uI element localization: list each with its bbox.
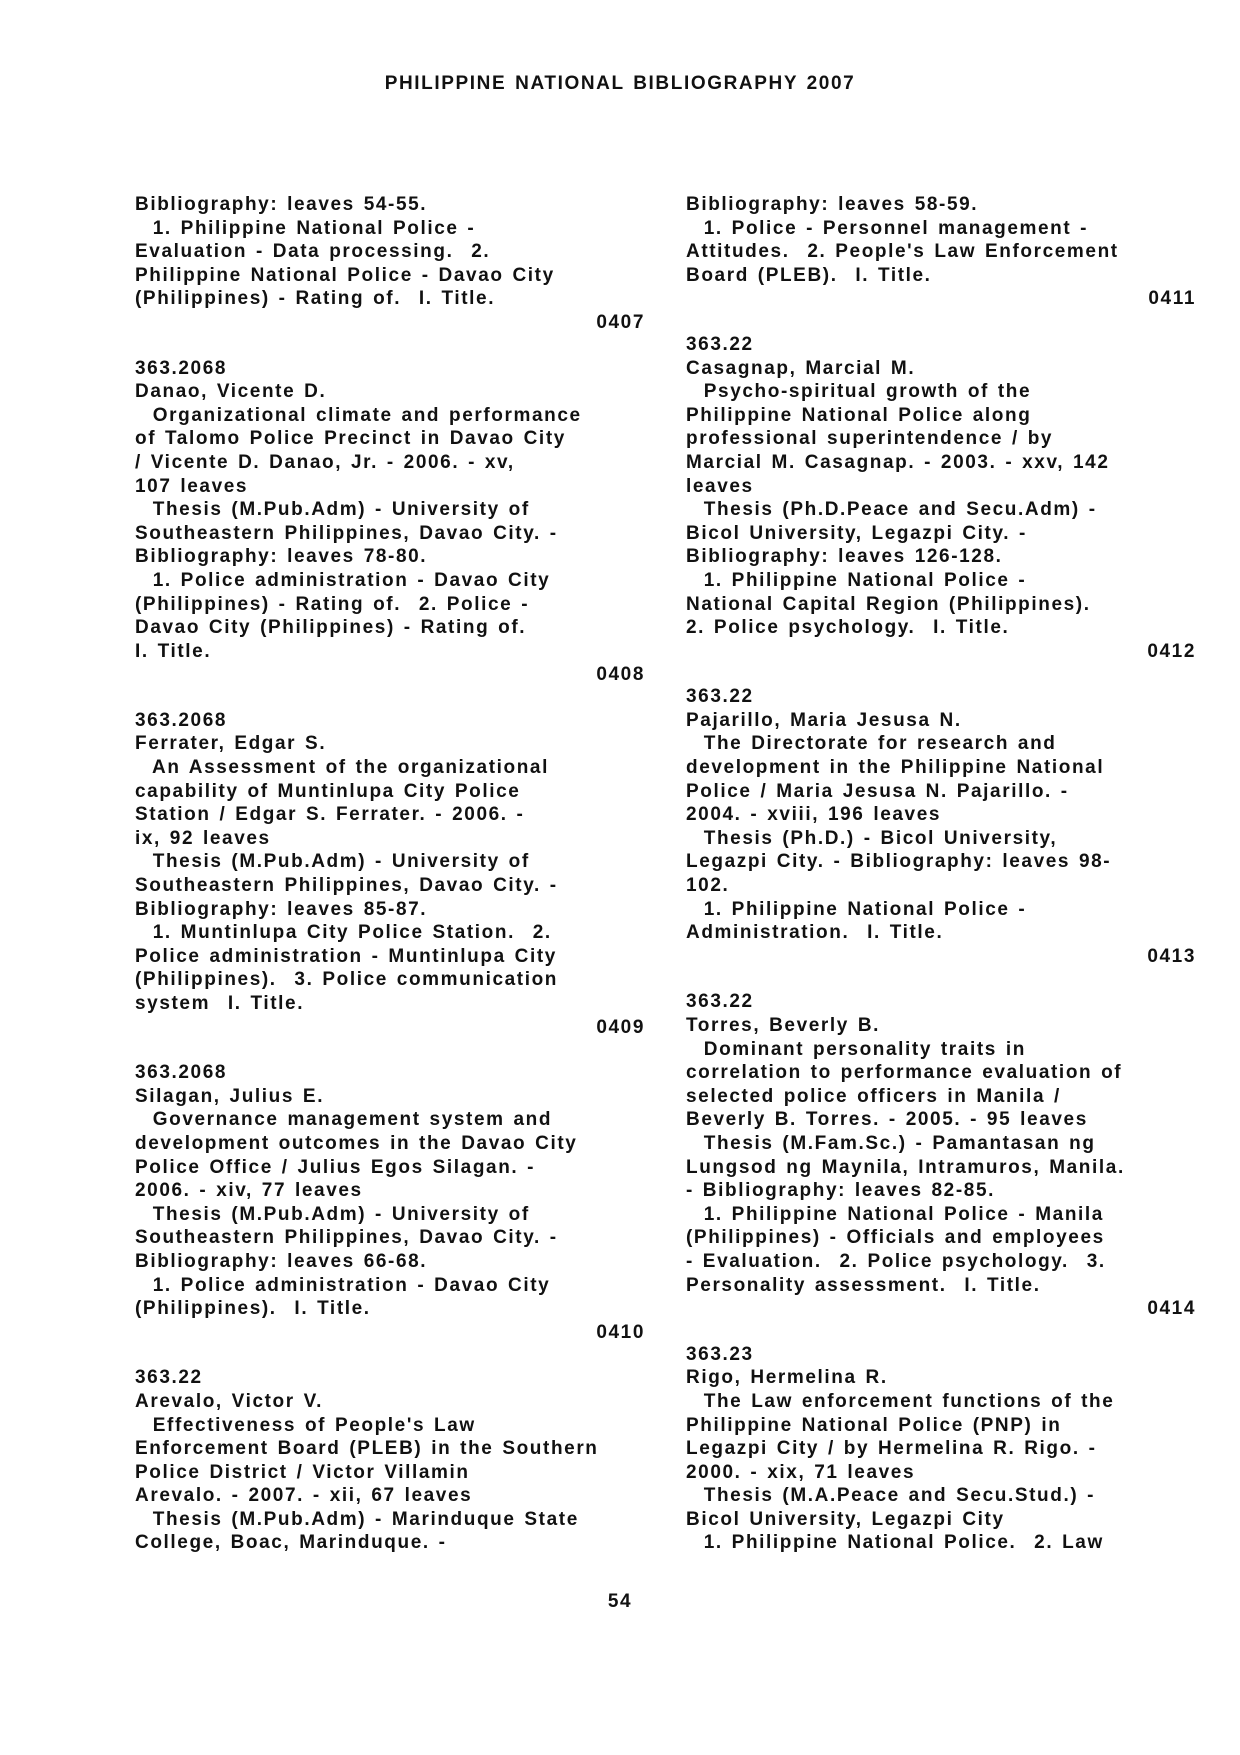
entry-line: / Vicente D. Danao, Jr. - 2006. - xv, [135,451,515,473]
bibliography-entry [135,357,645,687]
entry-line: leaves [686,475,754,497]
entry-line: I. Title. [135,640,212,662]
entry-line: Bibliography: leaves 126-128. [686,546,1003,568]
entry-line: Psycho-spiritual growth of the [686,381,1032,403]
author: Ferrater, Edgar S. [135,733,327,755]
entry-line: Legazpi City. - Bibliography: leaves 98- [686,851,1112,873]
entry-line: Bibliography: leaves 85-87. [135,898,428,920]
call-number: 363.2068 [135,357,228,379]
entry-line: Thesis (M.Pub.Adm) - Marinduque State [135,1508,579,1530]
author: Casagnap, Marcial M. [686,357,916,379]
entry-line: Beverly B. Torres. - 2005. - 95 leaves [686,1109,1088,1131]
entry-line: Evaluation - Data processing. 2. [135,241,491,263]
bibliography-entry [686,1343,1196,1555]
entry-line: (Philippines). 3. Police communication [135,969,559,991]
entry-line: An Assessment of the organizational [135,757,549,779]
entry-number: 0414 [1147,1298,1196,1320]
entry-line: - Evaluation. 2. Police psychology. 3. [686,1250,1106,1272]
entry-line: Attitudes. 2. People's Law Enforcement [686,241,1119,263]
entry-line: Southeastern Philippines, Davao City. - [135,1227,558,1249]
call-number: 363.22 [686,991,754,1013]
entry-line: 1. Philippine National Police - Manila [686,1203,1104,1225]
entry-line: 1. Philippine National Police - [686,898,1027,920]
entry-line: 2006. - xiv, 77 leaves [135,1180,363,1202]
entry-line: Davao City (Philippines) - Rating of. [135,617,527,639]
bibliography-entry [135,709,645,1039]
entry-line: Police Office / Julius Egos Silagan. - [135,1156,536,1178]
entry-line: development outcomes in the Davao City [135,1132,578,1154]
entry-line: 1. Police administration - Davao City [135,1274,551,1296]
entry-number: 0407 [596,311,645,333]
entry-line: Bibliography: leaves 66-68. [135,1250,428,1272]
entry-line: system I. Title. [135,993,305,1014]
entry-line: 2004. - xviii, 196 leaves [686,804,942,826]
entry-line: Bibliography: leaves 58-59. [686,194,979,215]
entry-line: 1. Philippine National Police - [135,217,476,239]
entry-line: Dominant personality traits in [686,1038,1026,1060]
entry-line: (Philippines) - Rating of. I. Title. [135,288,496,310]
entry-number: 0409 [596,1016,645,1038]
entry-line: Thesis (M.Pub.Adm) - University of [135,499,530,521]
entry-number: 0410 [596,1321,645,1343]
continued-entry [686,193,1196,311]
author: Arevalo, Victor V. [135,1390,324,1412]
entry-line: Bicol University, Legazpi City. - [686,522,1027,544]
entry-line: Administration. I. Title. [686,922,944,944]
entry-line: capability of Muntinlupa City Police [135,780,521,802]
entry-line: Police District / Victor Villamin [135,1461,470,1483]
entry-line: 107 leaves [135,475,249,497]
entry-line: 1. Philippine National Police - [686,569,1027,591]
entry-line: Southeastern Philippines, Davao City. - [135,875,558,897]
entry-line: 1. Muntinlupa City Police Station. 2. [135,922,552,944]
entry-line: of Talomo Police Precinct in Davao City [135,428,566,450]
entry-line: Arevalo. - 2007. - xii, 67 leaves [135,1485,473,1507]
entry-line: ix, 92 leaves [135,827,271,849]
entry-line: (Philippines). I. Title. [135,1298,371,1320]
entry-line: (Philippines) - Officials and employees [686,1227,1105,1249]
entry-line: 102. [686,875,730,897]
entry-line: Police administration - Muntinlupa City [135,945,557,967]
left-column [135,193,645,1577]
entry-line: The Directorate for research and [686,733,1057,755]
entry-line: Thesis (M.A.Peace and Secu.Stud.) - [686,1485,1096,1507]
entry-line: Police / Maria Jesusa N. Pajarillo. - [686,780,1069,802]
call-number: 363.22 [135,1367,203,1389]
bibliography-entry [135,1061,645,1344]
entry-line: Thesis (M.Pub.Adm) - University of [135,1203,530,1225]
entry-line: College, Boac, Marinduque. - [135,1532,447,1554]
entry-number: 0408 [596,664,645,686]
entry-line: Lungsod ng Maynila, Intramuros, Manila. [686,1156,1125,1178]
right-column [686,193,1196,1577]
bibliography-title: PHILIPPINE NATIONAL BIBLIOGRAPHY 2007 [384,73,856,94]
author: Silagan, Julius E. [135,1085,325,1107]
entry-number: 0412 [1147,640,1196,662]
entry-line: Enforcement Board (PLEB) in the Southern [135,1438,599,1460]
entry-line: Philippine National Police along [686,404,1032,426]
entry-line: 2000. - xix, 71 leaves [686,1461,916,1483]
entry-line: Southeastern Philippines, Davao City. - [135,522,558,544]
entry-line: Effectiveness of People's Law [135,1414,476,1436]
entry-line: (Philippines) - Rating of. 2. Police - [135,593,530,615]
call-number: 363.2068 [135,1062,228,1084]
entry-line: Personality assessment. I. Title. [686,1274,1041,1296]
call-number: 363.23 [686,1343,754,1365]
entry-line: Thesis (M.Pub.Adm) - University of [135,851,530,873]
entry-line: Station / Edgar S. Ferrater. - 2006. - [135,804,525,826]
entry-line: Philippine National Police - Davao City [135,264,555,286]
entry-line: The Law enforcement functions of the [686,1390,1115,1412]
bibliography-entry [686,685,1196,968]
entry-line: National Capital Region (Philippines). [686,593,1091,615]
author: Danao, Vicente D. [135,381,327,403]
entry-line: selected police officers in Manila / [686,1085,1061,1107]
entry-line: Legazpi City / by Hermelina R. Rigo. - [686,1438,1097,1460]
entry-line: Thesis (Ph.D.) - Bicol University, [686,827,1058,849]
call-number: 363.2068 [135,709,228,731]
page-number: 54 [607,1591,633,1612]
entry-number: 0411 [1148,288,1196,310]
author: Rigo, Hermelina R. [686,1367,888,1389]
entry-line: 1. Police - Personnel management - [686,217,1089,239]
bibliography-entry [686,990,1196,1320]
entry-line: Board (PLEB). I. Title. [686,264,932,286]
entry-line: correlation to performance evaluation of [686,1062,1123,1084]
entry-line: Thesis (Ph.D.Peace and Secu.Adm) - [686,499,1097,521]
entry-line: Organizational climate and performance [135,404,582,426]
entry-line: 2. Police psychology. I. Title. [686,617,1010,639]
bibliography-entry [686,333,1196,663]
entry-number: 0413 [1147,945,1196,967]
entry-line: 1. Police administration - Davao City [135,569,551,591]
entry-line: Governance management system and [135,1109,553,1131]
entry-line: development in the Philippine National [686,757,1105,779]
entry-line: - Bibliography: leaves 82-85. [686,1180,995,1202]
bibliography-entry [135,1366,645,1555]
author: Pajarillo, Maria Jesusa N. [686,709,962,731]
entry-line: Thesis (M.Fam.Sc.) - Pamantasan ng [686,1132,1096,1154]
entry-line: professional superintendence / by [686,428,1054,450]
entry-line: Philippine National Police (PNP) in [686,1414,1062,1436]
entry-line: Marcial M. Casagnap. - 2003. - xxv, 142 [686,451,1110,473]
call-number: 363.22 [686,333,754,355]
entry-line: Bicol University, Legazpi City [686,1508,1005,1530]
page-header [0,72,1240,96]
entry-line: Bibliography: leaves 54-55. [135,194,428,215]
call-number: 363.22 [686,686,754,708]
entry-line: 1. Philippine National Police. 2. Law [686,1532,1104,1554]
entry-line: Bibliography: leaves 78-80. [135,546,428,568]
author: Torres, Beverly B. [686,1015,881,1036]
continued-entry [135,193,645,335]
